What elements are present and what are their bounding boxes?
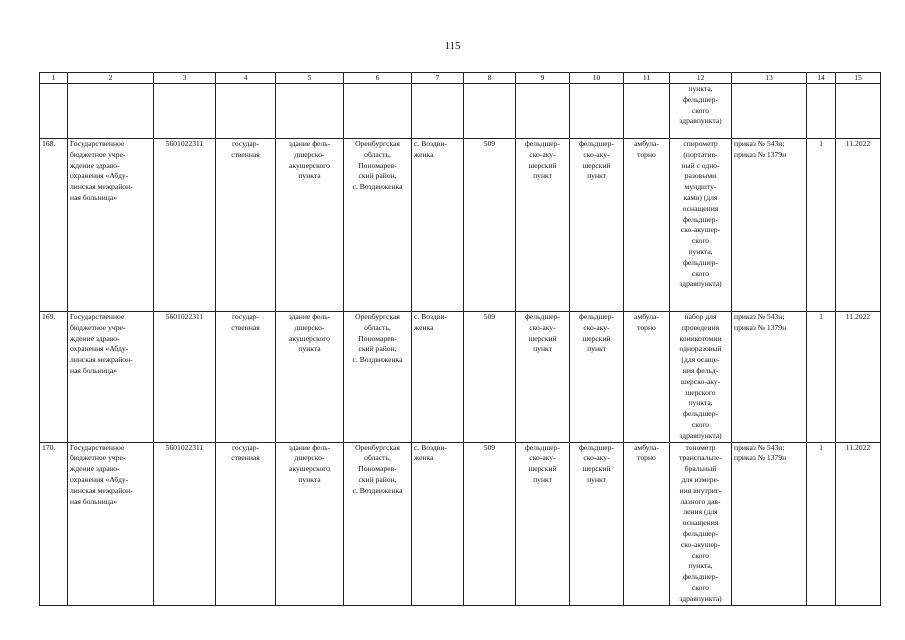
care-cell: амбула- торно <box>624 442 670 605</box>
column-number: 5 <box>276 73 344 84</box>
column-number: 11 <box>624 73 670 84</box>
column-number: 6 <box>344 73 412 84</box>
building-cell: здание фель- дшерско- акушерского пункта <box>276 312 344 443</box>
quantity-cell: 1 <box>807 312 836 443</box>
column-number: 9 <box>516 73 570 84</box>
address-cell: Оренбургская область, Пономарев- ский район, с. Воздвиженка <box>344 312 412 443</box>
quantity-cell: 1 <box>807 442 836 605</box>
inn-cell: 5601022311 <box>154 312 216 443</box>
care-cell: амбула- торно <box>624 312 670 443</box>
equipment-cell: набор для проведения коникотомии одноразовый (для осаще- ния фельд- шерско-аку- шерского пункта, фельдшер- ского здравпункта) <box>670 312 732 443</box>
unit-name-cell: фельдшер- ско-аку- шерский пункт <box>570 442 624 605</box>
column-number: 15 <box>836 73 881 84</box>
code-cell: 509 <box>464 442 516 605</box>
row-number: 169. <box>40 312 68 443</box>
orders-cell: приказ № 543н; приказ № 1379н <box>732 312 807 443</box>
inn-cell: 5601022311 <box>154 442 216 605</box>
table-row <box>40 139 881 312</box>
equipment-cell: спирометр (портатив- ный с одно- разовыми мундшту- ками) (для оснащения фельдшер- ско-акушер- ского пункта, фельдшер- ского здравпункта) <box>670 139 732 312</box>
locality-cell: с. Воздви- женка <box>412 442 464 605</box>
organization-cell: Государственное бюджетное учре- ждение здраво- охранения «Абду- линская межрайон- ная больница» <box>68 442 154 605</box>
inn-cell: 5601022311 <box>154 139 216 312</box>
page-number: 115 <box>444 40 461 52</box>
column-number: 8 <box>464 73 516 84</box>
column-number: 13 <box>732 73 807 84</box>
ownership-cell: государ- ственная <box>216 442 276 605</box>
code-cell: 509 <box>464 312 516 443</box>
date-cell: 11.2022 <box>836 312 881 443</box>
date-cell: 11.2022 <box>836 442 881 605</box>
column-number: 4 <box>216 73 276 84</box>
column-number: 3 <box>154 73 216 84</box>
orders-cell: приказ № 543н; приказ № 1379н <box>732 139 807 312</box>
equipment-register-table <box>39 72 881 606</box>
orders-cell: приказ № 543н; приказ № 1379н <box>732 442 807 605</box>
continuation-row <box>40 84 881 139</box>
unit-name-cell: фельдшер- ско-аку- шерский пункт <box>570 312 624 443</box>
unit-type-cell: фельдшер- ско-аку- шерский пункт <box>516 312 570 443</box>
organization-cell: Государственное бюджетное учре- ждение здраво- охранения «Абду- линская межрайон- ная больница» <box>68 139 154 312</box>
column-number: 14 <box>807 73 836 84</box>
quantity-cell: 1 <box>807 139 836 312</box>
organization-cell: Государственное бюджетное учре- ждение здраво- охранения «Абду- линская межрайон- ная больница» <box>68 312 154 443</box>
unit-type-cell: фельдшер- ско-аку- шерский пункт <box>516 442 570 605</box>
table-row <box>40 312 881 443</box>
code-cell: 509 <box>464 139 516 312</box>
column-number: 7 <box>412 73 464 84</box>
unit-name-cell: фельдшер- ско-аку- шерский пункт <box>570 139 624 312</box>
table-row <box>40 442 881 605</box>
address-cell: Оренбургская область, Пономарев- ский район, с. Воздвиженка <box>344 442 412 605</box>
column-number: 1 <box>40 73 68 84</box>
column-number-row <box>40 73 881 84</box>
locality-cell: с. Воздви- женка <box>412 312 464 443</box>
column-number: 12 <box>670 73 732 84</box>
care-cell: амбула- торно <box>624 139 670 312</box>
date-cell: 11.2022 <box>836 139 881 312</box>
equipment-cell: пункта, фельдшер- ского здравпункта) <box>670 84 732 139</box>
building-cell: здание фель- дшерско- акушерского пункта <box>276 442 344 605</box>
column-number: 10 <box>570 73 624 84</box>
address-cell: Оренбургская область, Пономарев- ский район, с. Воздвиженка <box>344 139 412 312</box>
unit-type-cell: фельдшер- ско-аку- шерский пункт <box>516 139 570 312</box>
row-number: 170. <box>40 442 68 605</box>
equipment-cell: тонометр транспальпе- бральный для измере- ния внутриг- лазного дав- ления (для оснащения фельдшер- ско-акушер- ского пункта, фельдшер- ского здравпункта) <box>670 442 732 605</box>
ownership-cell: государ- ственная <box>216 312 276 443</box>
locality-cell: с. Воздви- женка <box>412 139 464 312</box>
row-number: 168. <box>40 139 68 312</box>
building-cell: здание фель- дшерско- акушерского пункта <box>276 139 344 312</box>
ownership-cell: государ- ственная <box>216 139 276 312</box>
column-number: 2 <box>68 73 154 84</box>
